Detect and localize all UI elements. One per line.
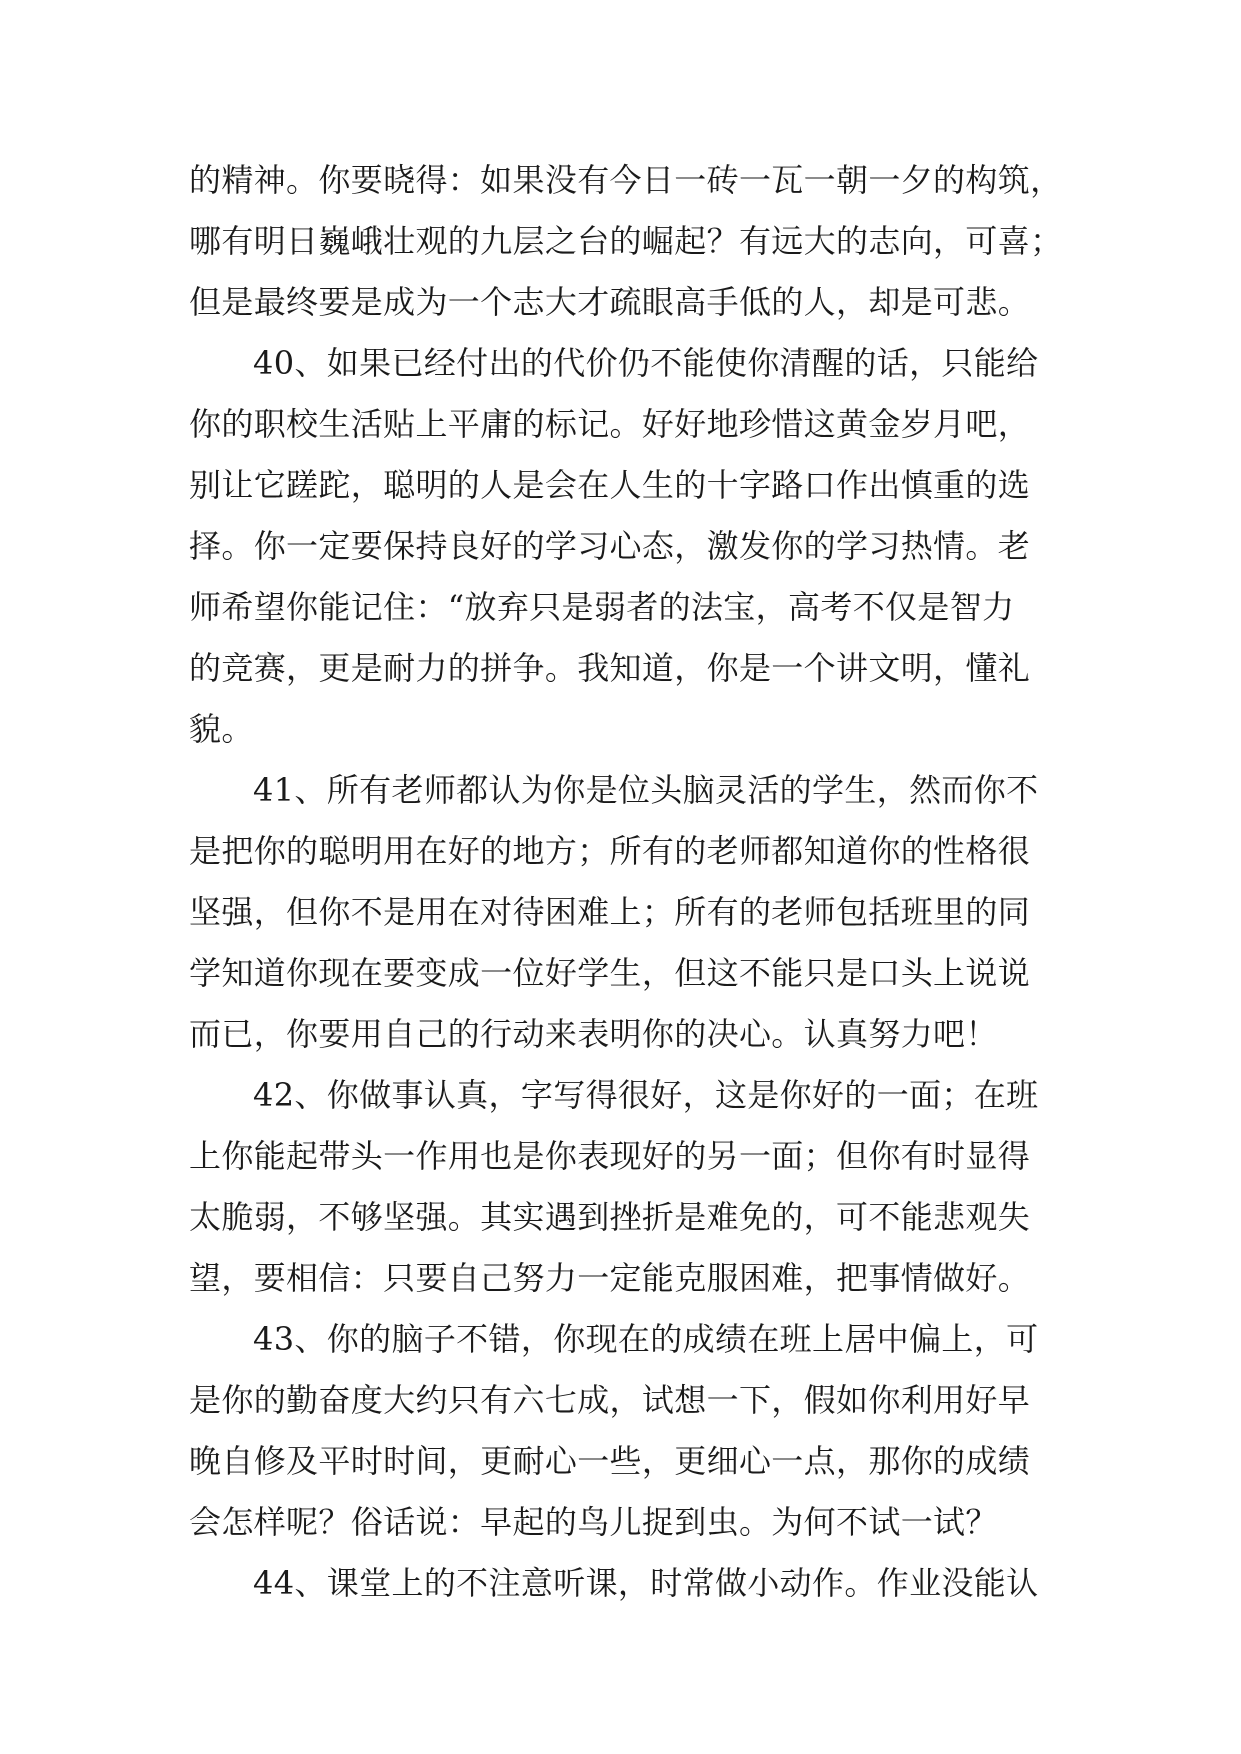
text-line: 42、你做事认真，字写得很好，这是你好的一面；在班 xyxy=(253,1076,1039,1114)
text-line: 坚强，但你不是用在对待困难上；所有的老师包括班里的同 xyxy=(189,893,1031,931)
text-line: 上你能起带头一作用也是你表现好的另一面；但你有时显得 xyxy=(189,1137,1031,1175)
text-line: 会怎样呢？俗话说：早起的鸟儿捉到虫。为何不试一试？ xyxy=(189,1503,998,1541)
text-line: 望，要相信：只要自己努力一定能克服困难，把事情做好。 xyxy=(189,1259,1031,1297)
text-line: 师希望你能记住：“放弃只是弱者的法宝，高考不仅是智力 xyxy=(189,588,1015,626)
text-line: 你的职校生活贴上平庸的标记。好好地珍惜这黄金岁月吧， xyxy=(189,405,1031,443)
document-body xyxy=(189,150,1089,1614)
text-line: 晚自修及平时时间，更耐心一些，更细心一点，那你的成绩 xyxy=(189,1442,1031,1480)
text-line: 哪有明日巍峨壮观的九层之台的崛起？有远大的志向，可喜； xyxy=(189,222,1063,260)
text-line: 太脆弱，不够坚强。其实遇到挫折是难免的，可不能悲观失 xyxy=(189,1198,1031,1236)
text-line: 43、你的脑子不错，你现在的成绩在班上居中偏上，可 xyxy=(253,1320,1039,1358)
text-line: 但是最终要是成为一个志大才疏眼高手低的人，却是可悲。 xyxy=(189,283,1031,321)
text-line: 是把你的聪明用在好的地方；所有的老师都知道你的性格很 xyxy=(189,832,1031,870)
text-line: 的精神。你要晓得：如果没有今日一砖一瓦一朝一夕的构筑， xyxy=(189,161,1063,199)
text-line: 而已，你要用自己的行动来表明你的决心。认真努力吧！ xyxy=(189,1015,998,1053)
text-line: 别让它蹉跎，聪明的人是会在人生的十字路口作出慎重的选 xyxy=(189,466,1031,504)
text-line: 是你的勤奋度大约只有六七成，试想一下，假如你利用好早 xyxy=(189,1381,1031,1419)
text-line: 41、所有老师都认为你是位头脑灵活的学生，然而你不 xyxy=(253,771,1039,809)
text-line: 44、课堂上的不注意听课，时常做小动作。作业没能认 xyxy=(253,1564,1039,1602)
text-line: 貌。 xyxy=(189,710,254,748)
text-line: 择。你一定要保持良好的学习心态，激发你的学习热情。老 xyxy=(189,527,1031,565)
text-line: 40、如果已经付出的代价仍不能使你清醒的话，只能给 xyxy=(253,344,1039,382)
text-line: 学知道你现在要变成一位好学生，但这不能只是口头上说说 xyxy=(189,954,1031,992)
text-line: 的竞赛，更是耐力的拼争。我知道，你是一个讲文明，懂礼 xyxy=(189,649,1031,687)
